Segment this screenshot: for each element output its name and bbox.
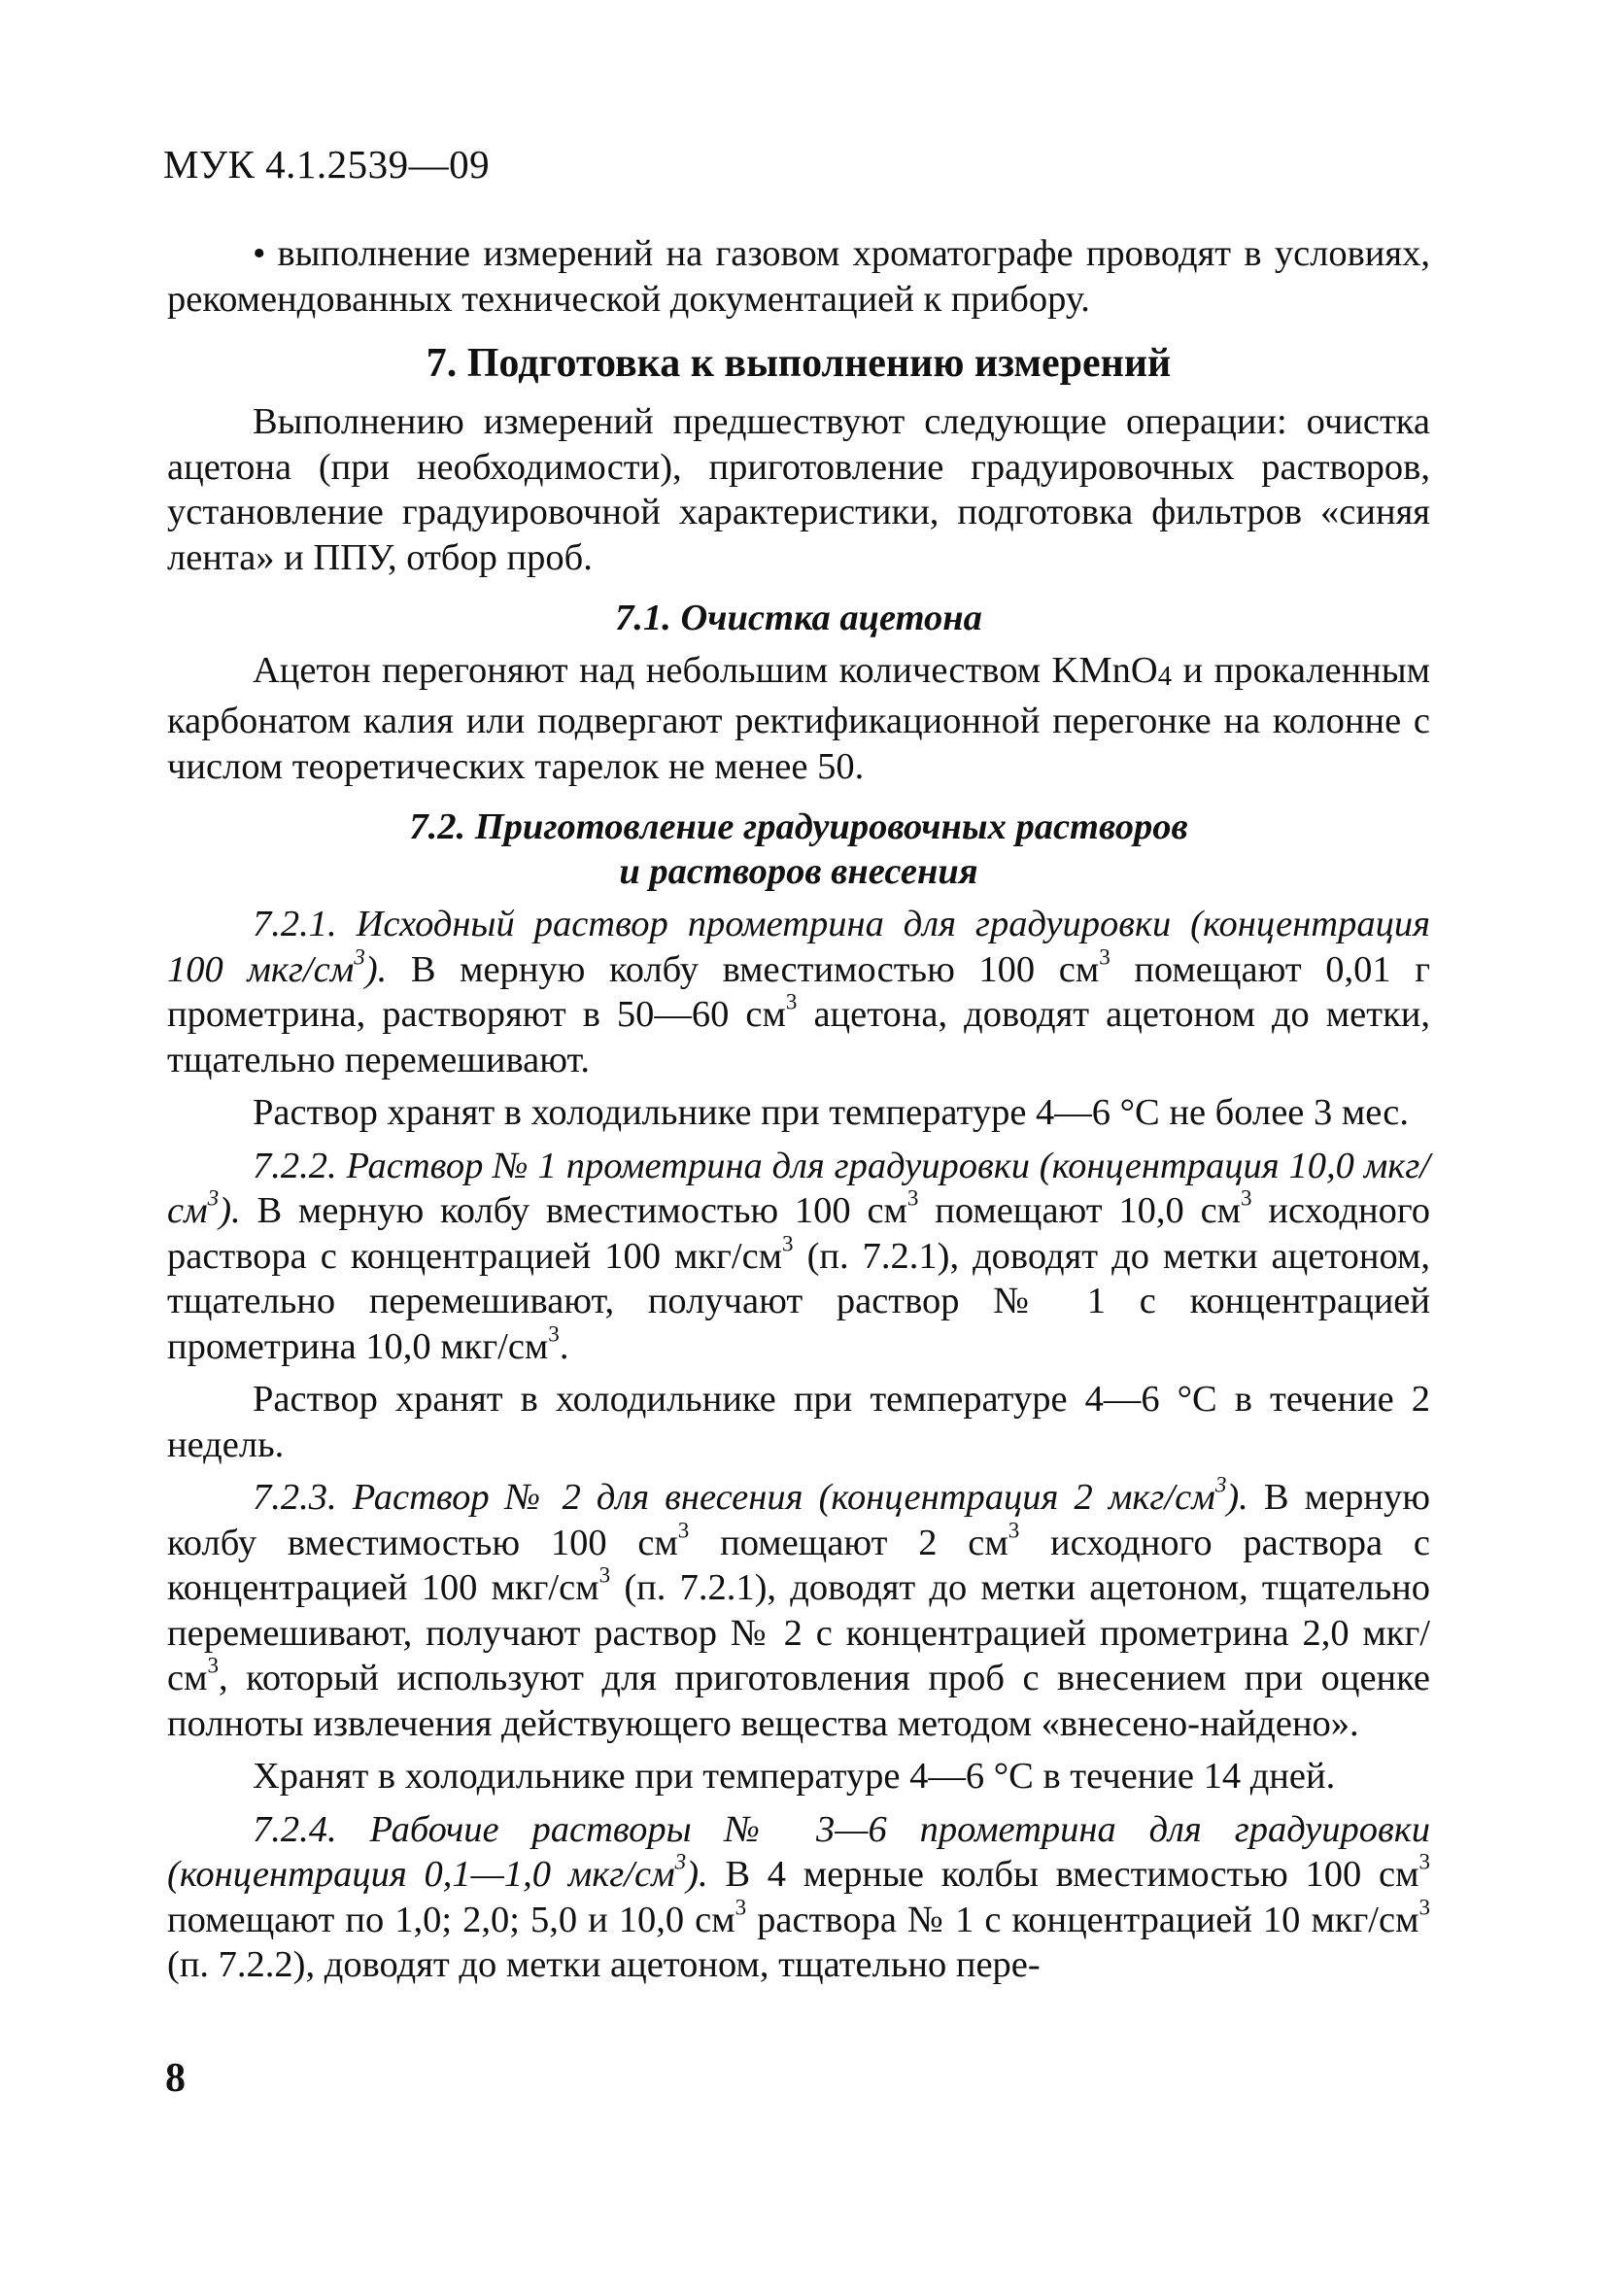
superscript: 3 <box>207 1653 219 1679</box>
text-run: (п. 7.2.1), доводят до метки ацетоном, тщательно перемешивают, получают раствор № 2 с концентрацией прометрина 2,0 мкг/см <box>167 1567 1431 1699</box>
page-content <box>167 231 1430 1988</box>
text-run: раствора № 1 с концентрацией 10 мкг/см <box>746 1899 1419 1940</box>
heading-close: ). <box>219 1190 241 1232</box>
paragraph-heading: 7.2.3. Раствор № 2 для внесения (концентрация 2 мкг/см <box>253 1477 1215 1519</box>
superscript: 3 <box>1099 943 1111 970</box>
text-run: ацетона, доводят ацетоном до метки, тщательно перемешивают. <box>167 994 1431 1080</box>
superscript: 3 <box>1418 1894 1431 1920</box>
superscript: 3 <box>1418 1849 1430 1875</box>
text-run: исходного раствора с концентрацией 100 мкг/см <box>167 1522 1430 1609</box>
superscript: 3 <box>735 1894 747 1920</box>
superscript: 3 <box>548 1320 560 1347</box>
subscript: 4 <box>1157 660 1173 692</box>
paragraph-7-2-4 <box>167 1807 1430 1988</box>
text-run: В 4 мерные колбы вместимостью 100 см <box>707 1854 1419 1896</box>
paragraph-heading: 7.2.1. Исходный раствор прометрина для градуировки (концентрация 100 мкг/см <box>167 904 1430 990</box>
superscript: 3 <box>598 1562 611 1589</box>
superscript: 3 <box>1214 1472 1227 1498</box>
section-7-1-title: 7.1. Очистка ацетона <box>615 598 982 638</box>
superscript: 3 <box>782 1230 794 1256</box>
superscript: 3 <box>1241 1185 1252 1212</box>
section-7-1-paragraph <box>167 648 1430 789</box>
paragraph-heading: 7.2.4. Рабочие растворы № 3—6 прометрина для градуировки (концентрация 0,1—1,0 мкг/см <box>167 1808 1430 1896</box>
heading-close: ). <box>364 948 388 990</box>
text-run: В мерную колбу вместимостью 100 см <box>387 948 1100 990</box>
paragraph-7-2-1 <box>167 902 1430 1082</box>
text-run: помещают 10,0 см <box>918 1190 1242 1232</box>
section-7-2-title <box>167 805 1430 894</box>
heading-close: ). <box>1226 1477 1248 1519</box>
text-run: исходного раствора с концентрацией 100 мкг/см <box>167 1190 1430 1277</box>
text-run: (п. 7.2.1), доводят до метки ацетоном, тщательно перемешивают, получают раствор № 1 с концентрацией прометрина 10,0 мкг/см <box>167 1235 1431 1367</box>
text-run: В мерную колбу вместимостью 100 см <box>240 1190 907 1232</box>
section-7-intro: Выполнению измерений предшествуют следующие операции: очистка ацетона (при необходимости), приготовление градуировочных растворов, установление градуировочной характеристики, подготовка фильтров «синяя лента» и ППУ, отбор проб. <box>167 401 1430 578</box>
superscript: 3 <box>785 989 798 1015</box>
paragraph-heading: 7.2.2. Раствор № 1 прометрина для градуировки (концентрация 10,0 мкг/см <box>167 1145 1430 1232</box>
superscript: 3 <box>674 1849 687 1875</box>
text-run: , который используют для приготовления проб с внесением при оценке полноты извлечения действующего вещества методом «внесено-найдено». <box>167 1658 1430 1744</box>
text-run: и прокаленным карбонатом калия или подвергают ректификационной перегонке на колонне с числом теоретических тарелок не менее 50. <box>167 650 1430 787</box>
superscript: 3 <box>906 1185 919 1212</box>
text-run: помещают 0,01 г прометрина, растворяют в 50—60 см <box>167 948 1430 1036</box>
paragraph-7-2-2 <box>167 1144 1430 1370</box>
section-7-2-title-line2: и растворов внесения <box>619 851 978 893</box>
text-run: (п. 7.2.2), доводят до метки ацетоном, тщательно пере- <box>167 1944 1041 1986</box>
page-number: 8 <box>165 2056 186 2101</box>
text-run: В мерную колбу вместимостью 100 см <box>167 1477 1431 1563</box>
paragraph-7-2-2-storage: Раствор хранят в холодильнике при температуре 4—6 °С в течение 2 недель. <box>167 1379 1430 1465</box>
document-code-header: МУК 4.1.2539—09 <box>163 142 491 187</box>
paragraph-7-2-3-storage: Хранят в холодильнике при температуре 4—6 °С в течение 14 дней. <box>253 1756 1336 1798</box>
bullet-text: выполнение измерений на газовом хроматографе проводят в условиях, рекомендованных технической документацией к прибору. <box>167 233 1430 320</box>
paragraph-7-2-1-storage: Раствор хранят в холодильнике при температуре 4—6 °С не более 3 мес. <box>253 1092 1410 1134</box>
text-run: помещают 2 см <box>689 1522 1008 1563</box>
measurement-conditions-bullet <box>167 231 1430 322</box>
superscript: 3 <box>354 943 365 970</box>
superscript: 3 <box>1008 1517 1020 1543</box>
text-run: Ацетон перегоняют над небольшим количеством KMnO <box>253 650 1158 691</box>
text-run: . <box>559 1325 569 1367</box>
section-7-title: 7. Подготовка к выполнению измерений <box>426 341 1172 386</box>
superscript: 3 <box>677 1517 690 1543</box>
superscript: 3 <box>207 1185 220 1212</box>
section-7-2-title-line1: 7.2. Приготовление градуировочных растворов <box>409 806 1188 848</box>
heading-close: ). <box>686 1854 708 1896</box>
paragraph-7-2-3 <box>167 1472 1431 1746</box>
text-run: помещают по 1,0; 2,0; 5,0 и 10,0 см <box>167 1899 735 1940</box>
